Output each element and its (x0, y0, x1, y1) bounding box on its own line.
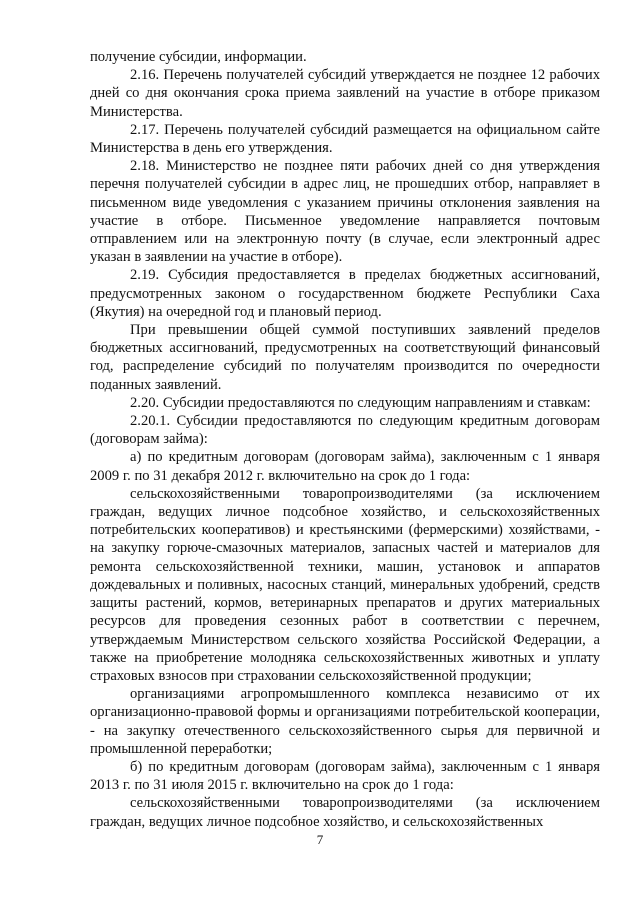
paragraph-item-b: б) по кредитным договорам (договорам займа), заключенным с 1 января 2013 г. по 31 июля 2015 г. включительно на срок до 1 года: (90, 758, 600, 794)
paragraph-agro-organizations: организациями агропромышленного комплекса независимо от их организационно-правовой формы и организациями потребительской кооперации, - на закупку отечественного сельскохозяйственного сырья для первичной и промышленной переработки; (90, 686, 600, 757)
page-number: 7 (316, 832, 324, 847)
document-body (90, 48, 600, 831)
paragraph-2-18: 2.18. Министерство не позднее пяти рабочих дней со дня утверждения перечня получателей субсидии в адрес лиц, не прошедших отбор, направляет в письменном виде уведомления с указанием причины отклонения заявления на участие в отборе. Письменное уведомление направляется почтовым отправлением или на электронную почту (в случае, если электронный адрес указан в заявлении на участие в отборе). (90, 158, 600, 266)
paragraph-producers-a: сельскохозяйственными товаропроизводителями (за исключением граждан, ведущих личное подсобное хозяйство, и сельскохозяйственных потребительских кооперативов) и крестьянскими (фермерскими) хозяйствами, - на закупку горюче-смазочных материалов, запасных частей и материалов для ремонта сельскохозяйственной техники, машин, установок и аппаратов дождевальных и поливных, насосных станций, минеральных удобрений, средств защиты растений, кормов, ветеринарных препаратов и других материальных ресурсов для проведения сезонных работ в соответствии с перечнем, утверждаемым Министерством сельского хозяйства Российской Федерации, а также на приобретение молодняка сельскохозяйственных животных и уплату страховых взносов при страховании сельскохозяйственной продукции; (90, 485, 600, 684)
paragraph-2-20-1: 2.20.1. Субсидии предоставляются по следующим кредитным договорам (договорам займа): (90, 413, 600, 448)
paragraph-continuation: получение субсидии, информации. (90, 49, 307, 65)
paragraph-2-17: 2.17. Перечень получателей субсидий размещается на официальном сайте Министерства в день его утверждения. (90, 121, 600, 157)
paragraph-2-20: 2.20. Субсидии предоставляются по следующим направлениям и ставкам: (130, 394, 591, 411)
paragraph-producers-b: сельскохозяйственными товаропроизводителями (за исключением граждан, ведущих личное подсобное хозяйство, и сельскохозяйственных (90, 795, 600, 830)
paragraph-budget-excess: При превышении общей суммой поступивших заявлений пределов бюджетных ассигнований, предусмотренных на соответствующий финансовый год, распределение субсидий по получателям производится по очередности поданных заявлений. (90, 322, 600, 393)
paragraph-item-a: а) по кредитным договорам (договорам займа), заключенным с 1 января 2009 г. по 31 декабря 2012 г. включительно на срок до 1 года: (90, 449, 600, 484)
paragraph-2-16: 2.16. Перечень получателей субсидий утверждается не позднее 12 рабочих дней со дня окончания срока приема заявлений на участие в отборе приказом Министерства. (90, 67, 600, 120)
paragraph-2-19: 2.19. Субсидия предоставляется в пределах бюджетных ассигнований, предусмотренных законом о государственном бюджете Республики Саха (Якутия) на очередной год и плановый период. (90, 267, 600, 320)
